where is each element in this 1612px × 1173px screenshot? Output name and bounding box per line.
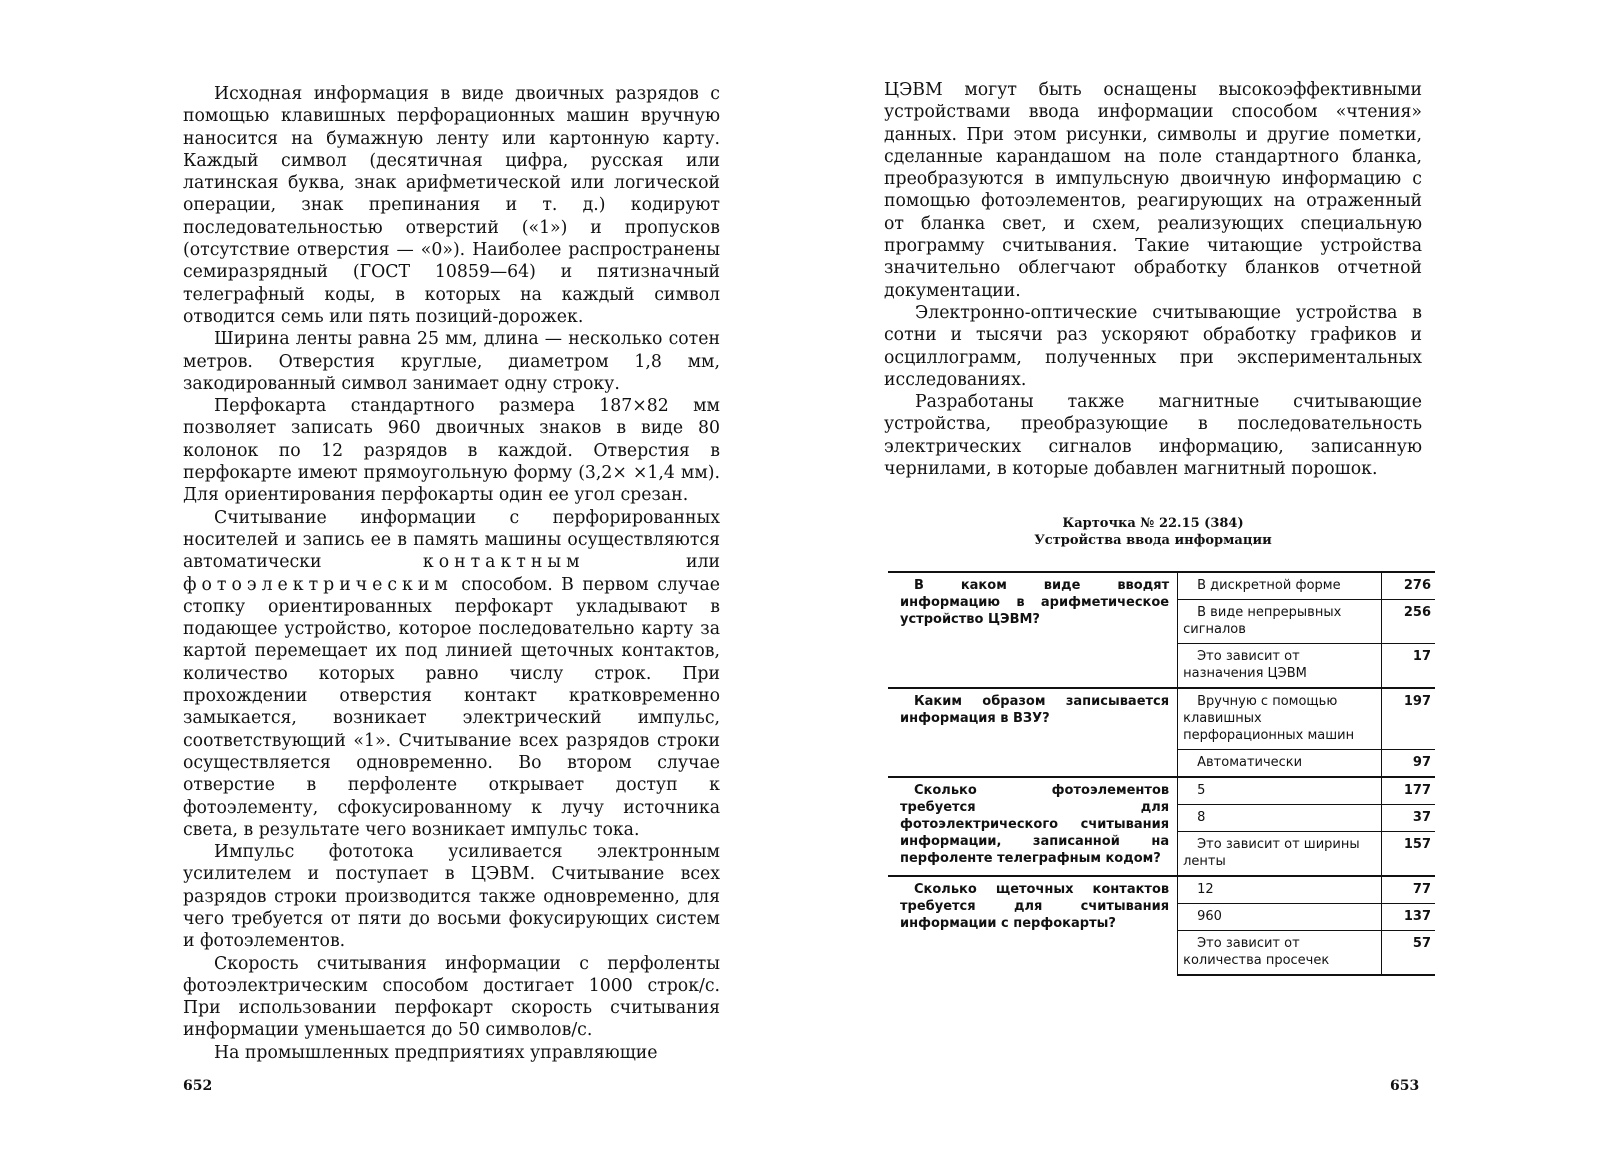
answer-code: 197 (1381, 688, 1435, 750)
answer-code: 17 (1381, 644, 1435, 689)
question-text: Сколько фотоэлементов требуется для фотоэлектрического считывания информации, записанной на перфоленте телеграфным кодом? (900, 783, 1170, 866)
answer-code: 276 (1381, 572, 1435, 600)
paragraph-text: или (584, 552, 720, 573)
answer-cell (1178, 904, 1382, 931)
card-title: Карточка № 22.15 (384) (1062, 516, 1244, 531)
answer-cell (1178, 688, 1382, 750)
answer-text: 5 (1197, 783, 1206, 798)
answer-cell (1178, 805, 1382, 832)
page-number: 652 (183, 1078, 213, 1094)
answer-code: 157 (1381, 832, 1435, 877)
paragraph: Перфокарта стандартного размера 187×82 мм позволяет записать 960 двоичных знаков в виде 80 колонок по 12 разрядов в каждой. Отверстия в перфокарте имеют прямоугольную форму (3,2× ×1,4 мм). Для ориентирования перфокарты один ее угол срезан. (183, 396, 720, 506)
answer-code: 97 (1381, 750, 1435, 778)
answer-code: 177 (1381, 777, 1435, 805)
answer-text: В дискретной форме (1197, 578, 1341, 593)
paragraph: На промышленных предприятиях управляющие (214, 1042, 658, 1063)
answer-cell (1178, 572, 1382, 600)
answer-text: 960 (1197, 909, 1222, 924)
answer-cell (1178, 832, 1382, 877)
card-heading (888, 515, 1418, 549)
paragraph: Ширина ленты равна 25 мм, длина — несколько сотен метров. Отверстия круглые, диаметром 1,8 мм, закодированный символ занимает одну строку. (183, 329, 720, 394)
question-text: В каком виде вводят информацию в арифметическое устройство ЦЭВМ? (900, 578, 1170, 627)
table-row (888, 777, 1435, 805)
question-text: Каким образом записывается информация в ВЗУ? (900, 694, 1170, 726)
paragraph: Скорость считывания информации с перфоленты фотоэлектрическим способом достигает 1000 строк/с. При использовании перфокарт скорость считывания информации уменьшается до 50 символов/с. (183, 953, 720, 1041)
left-text-column (183, 83, 720, 1064)
answer-text: Это зависит от количества просечек (1183, 936, 1330, 968)
answer-text: Автоматически (1197, 755, 1303, 770)
answer-code: 77 (1381, 876, 1435, 904)
answer-text: 8 (1197, 810, 1206, 825)
answer-cell (1178, 750, 1382, 778)
question-cell (888, 777, 1178, 876)
right-text-column (884, 79, 1422, 480)
paragraph (183, 507, 720, 841)
answer-cell (1178, 876, 1382, 904)
emphasis-text: контактным (422, 552, 585, 573)
paragraph: Электронно-оптические считывающие устройства в сотни и тысячи раз ускоряют обработку графиков и осциллограмм, полученных при экспериментальных исследованиях. (884, 302, 1422, 390)
answer-cell (1178, 931, 1382, 976)
question-cell (888, 688, 1178, 777)
answer-cell (1178, 600, 1382, 644)
answer-text: В виде непрерывных сигналов (1183, 605, 1342, 637)
page-number: 653 (1390, 1078, 1420, 1094)
question-cell (888, 876, 1178, 975)
answer-text: Это зависит от назначения ЦЭВМ (1183, 649, 1307, 681)
table-row (888, 688, 1435, 750)
question-cell (888, 572, 1178, 688)
answer-cell (1178, 777, 1382, 805)
answer-cell (1178, 644, 1382, 689)
paragraph: ЦЭВМ могут быть оснащены высокоэффективными устройствами ввода информации способом «чтения» данных. При этом рисунки, символы и другие пометки, сделанные карандашом на поле стандартного бланка, преобразуются в импульсную двоичную информацию с помощью фотоэлементов, реагирующих на отраженный от бланка свет, и схем, реализующих специальную программу считывания. Такие читающие устройства значительно облегчают обработку бланков отчетной документации. (884, 80, 1422, 301)
answer-text: 12 (1197, 882, 1214, 897)
paragraph: Импульс фототока усиливается электронным усилителем и поступает в ЦЭВМ. Считывание всех разрядов строки производится также одновременно, для чего требуется от пяти до восьми фокусирующих систем и фотоэлементов. (183, 842, 720, 952)
paragraph: Разработаны также магнитные считывающие устройства, преобразующие в последовательность электрических сигналов информацию, записанную чернилами, в которые добавлен магнитный порошок. (884, 392, 1422, 480)
question-card-table (888, 571, 1435, 976)
paragraph-text: Считывание информации с перфорированных носителей и запись ее в память машины осуществляются автоматически (183, 507, 720, 573)
answer-text: Это зависит от ширины ленты (1183, 837, 1360, 869)
answer-code: 57 (1381, 931, 1435, 976)
table-row (888, 572, 1435, 600)
answer-text: Вручную с помощью клавишных перфорационных машин (1183, 694, 1355, 743)
answer-code: 37 (1381, 805, 1435, 832)
card-subtitle: Устройства ввода информации (1034, 533, 1272, 548)
table-row (888, 876, 1435, 904)
question-text: Сколько щеточных контактов требуется для считывания информации с перфокарты? (900, 882, 1170, 931)
emphasis-text: фотоэлектрическим (183, 574, 453, 595)
answer-code: 137 (1381, 904, 1435, 931)
paragraph: Исходная информация в виде двоичных разрядов с помощью клавишных перфорационных машин вручную наносится на бумажную ленту или картонную карту. Каждый символ (десятичная цифра, русская или латинская буква, знак арифметической или логической операции, знак препинания и т. д.) кодируют последовательностью отверстий («1») и пропусков (отсутствие отверстия — «0»). Наиболее распространены семиразрядный (ГОСТ 10859—64) и пятизначный телеграфный коды, в которых на каждый символ отводится семь или пять позиций-дорожек. (183, 84, 720, 327)
paragraph-text: способом. В первом случае стопку ориентированных перфокарт укладывают в подающее устройство, которое последовательно карту за картой перемещает их под линией щеточных контактов, количество которых равно числу строк. При прохождении отверстия контакт кратковременно замыкается, возникает электрический импульс, соответствующий «1». Считывание всех разрядов строки осуществляется одновременно. Во втором случае отверстие в перфоленте открывает доступ к фотоэлементу, сфокусированному к лучу источника света, в результате чего возникает импульс тока. (183, 574, 720, 840)
answer-code: 256 (1381, 600, 1435, 644)
